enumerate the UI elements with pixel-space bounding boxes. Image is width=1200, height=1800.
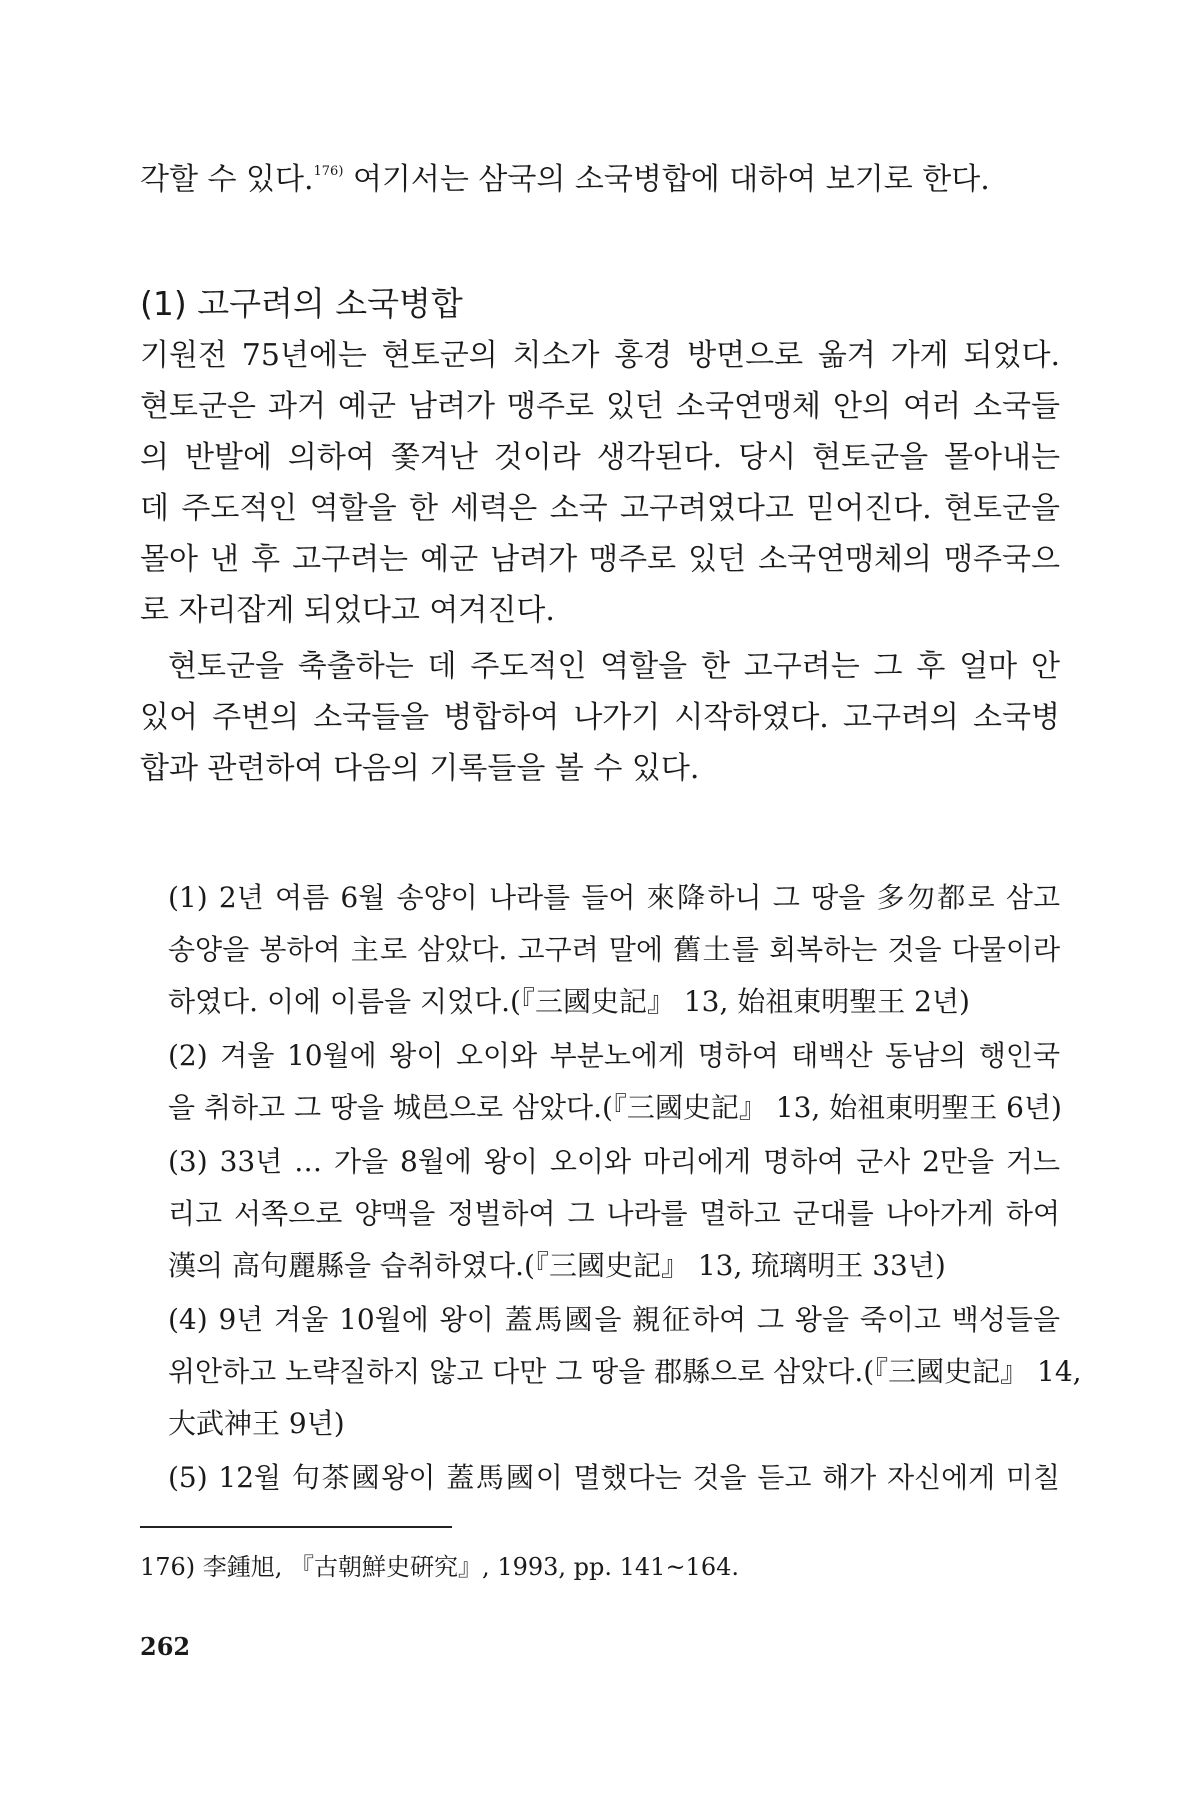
paragraph-line: 기원전 75년에는 현토군의 치소가 홍경 방면으로 옮겨 가게 되었다. [140,338,1060,373]
paragraph-line: 합과 관련하여 다음의 기록들을 볼 수 있다. [140,751,700,786]
paragraph-line: 의 반발에 의하여 쫓겨난 것이라 생각된다. 당시 현토군을 몰아내는 [140,440,1060,475]
quote-line: 漢의 高句麗縣을 습취하였다.(『三國史記』 13, 琉璃明王 33년) [168,1249,946,1282]
page-number: 262 [140,1632,191,1661]
paragraph-line: 있어 주변의 소국들을 병합하여 나가기 시작하였다. 고구려의 소국병 [140,700,1060,735]
quote-line: 리고 서쪽으로 양맥을 정벌하여 그 나라를 멸하고 군대를 나아가게 하여 [168,1197,1060,1230]
paragraph-line: 몰아 낸 후 고구려는 예군 남려가 맹주로 있던 소국연맹체의 맹주국으 [140,542,1060,577]
intro-text-after: 여기서는 삼국의 소국병합에 대하여 보기로 한다. [343,162,990,197]
footnote-divider [140,1526,452,1528]
section-heading: (1) 고구려의 소국병합 [140,284,463,323]
quote-line: (2) 겨울 10월에 왕이 오이와 부분노에게 명하여 태백산 동남의 행인국 [168,1039,1060,1072]
paragraph-line: 데 주도적인 역할을 한 세력은 소국 고구려였다고 믿어진다. 현토군을 [140,491,1060,526]
intro-line [140,160,1060,200]
footnote-reference: 176) [313,164,344,179]
quote-line: 을 취하고 그 땅을 城邑으로 삼았다.(『三國史記』 13, 始祖東明聖王 6년) [168,1091,1062,1124]
paragraph-line: 로 자리잡게 되었다고 여겨진다. [140,593,555,628]
paragraph-line: 현토군은 과거 예군 남려가 맹주로 있던 소국연맹체 안의 여러 소국들 [140,389,1060,424]
quote-line: 위안하고 노략질하지 않고 다만 그 땅을 郡縣으로 삼았다.(『三國史記』 14, [168,1355,1082,1388]
paragraph-line: 현토군을 축출하는 데 주도적인 역할을 한 고구려는 그 후 얼마 안 [168,649,1060,684]
quote-line: (1) 2년 여름 6월 송양이 나라를 들어 來降하니 그 땅을 多勿都로 삼고 [168,881,1060,914]
quote-line: (5) 12월 句茶國왕이 蓋馬國이 멸했다는 것을 듣고 해가 자신에게 미칠 [168,1461,1060,1494]
quote-line: 송양을 봉하여 主로 삼았다. 고구려 말에 舊土를 회복하는 것을 다물이라 [168,933,1060,966]
quote-line: 하였다. 이에 이름을 지었다.(『三國史記』 13, 始祖東明聖王 2년) [168,985,970,1018]
quote-line: (3) 33년 … 가을 8월에 왕이 오이와 마리에게 명하여 군사 2만을 거느 [168,1145,1060,1178]
intro-text-before: 각할 수 있다. [140,162,314,197]
quote-line: (4) 9년 겨울 10월에 왕이 蓋馬國을 親征하여 그 왕을 죽이고 백성들을 [168,1303,1060,1336]
footnote: 176) 李鍾旭, 『古朝鮮史硏究』, 1993, pp. 141~164. [140,1553,739,1581]
quote-line: 大武神王 9년) [168,1407,345,1440]
